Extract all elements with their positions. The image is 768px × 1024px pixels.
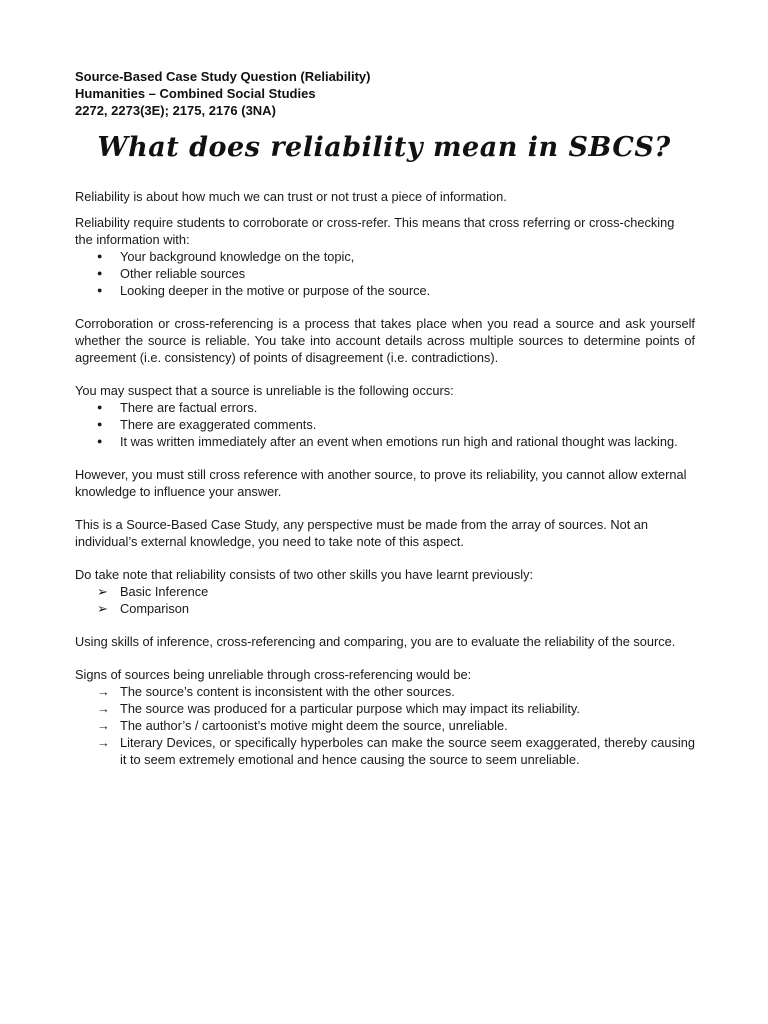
list-item: ● Looking deeper in the motive or purpose of the source. bbox=[97, 283, 431, 298]
skills-list bbox=[75, 583, 695, 617]
page-title: What does reliability mean in SBCS? bbox=[97, 132, 671, 163]
arrow-right-icon: → bbox=[97, 718, 110, 733]
list-item: ➢ Basic Inference bbox=[97, 584, 209, 599]
paragraph-signs: Signs of sources being unreliable through cross-referencing would be: bbox=[75, 667, 472, 682]
list-item: ● There are exaggerated comments. bbox=[97, 417, 317, 432]
document-header bbox=[75, 68, 370, 119]
paragraph-suspect: You may suspect that a source is unreliable is the following occurs: bbox=[75, 383, 454, 398]
paragraph-sbcs-note: This is a Source-Based Case Study, any perspective must be made from the array of sources. Not an individual’s external knowledge, you need to take note of this aspect. bbox=[75, 517, 649, 549]
bullet-icon: ● bbox=[97, 285, 103, 295]
cross-check-list bbox=[75, 248, 695, 299]
paragraph-definition: Reliability is about how much we can trust or not trust a piece of information. bbox=[75, 189, 507, 204]
list-item: ➢ Comparison bbox=[97, 601, 189, 616]
unreliable-signs-list bbox=[75, 399, 695, 450]
bullet-icon: ● bbox=[97, 436, 103, 446]
arrow-right-icon: → bbox=[97, 735, 110, 750]
bullet-icon: ● bbox=[97, 402, 103, 412]
list-item: → The source’s content is inconsistent with the other sources. bbox=[97, 684, 455, 699]
arrowhead-icon: ➢ bbox=[97, 584, 108, 599]
bullet-icon: ● bbox=[97, 268, 103, 278]
list-item: ● There are factual errors. bbox=[97, 400, 258, 415]
list-item: → The source was produced for a particular purpose which may impact its reliability. bbox=[97, 701, 580, 716]
header-course-codes: 2272, 2273(3E); 2175, 2176 (3NA) bbox=[75, 103, 276, 118]
arrow-right-icon: → bbox=[97, 701, 110, 716]
paragraph-skills: Do take note that reliability consists of two other skills you have learnt previously: bbox=[75, 567, 534, 582]
list-item: ● Other reliable sources bbox=[97, 266, 246, 281]
paragraph-evaluate: Using skills of inference, cross-referencing and comparing, you are to evaluate the reliability of the source. bbox=[75, 634, 676, 649]
header-subject: Humanities – Combined Social Studies bbox=[75, 86, 316, 101]
document-body bbox=[75, 188, 695, 768]
paragraph-corroboration-process: Corroboration or cross-referencing is a process that takes place when you read a source and ask yourself whether the source is reliable. You take into account details across multiple sources to determine points of agreement (i.e. consistency) of points of disagreement (i.e. contradictions). bbox=[75, 316, 695, 365]
list-item: → Literary Devices, or specifically hyperboles can make the source seem exaggerated, thereby causing it to seem extremely emotional and hence causing the source to seem unreliable. bbox=[97, 735, 695, 767]
paragraph-cross-reference: However, you must still cross reference with another source, to prove its reliability, you cannot allow external knowledge to influence your answer. bbox=[75, 467, 687, 499]
paragraph-corroborate: Reliability require students to corroborate or cross-refer. This means that cross referring or cross-checking the information with: bbox=[75, 215, 675, 247]
list-item: → The author’s / cartoonist’s motive might deem the source, unreliable. bbox=[97, 718, 508, 733]
cross-referencing-signs-list bbox=[75, 683, 695, 768]
arrow-right-icon: → bbox=[97, 684, 110, 699]
bullet-icon: ● bbox=[97, 419, 103, 429]
bullet-icon: ● bbox=[97, 251, 103, 261]
list-item: ● It was written immediately after an event when emotions run high and rational thought was lacking. bbox=[97, 434, 678, 449]
arrowhead-icon: ➢ bbox=[97, 601, 108, 616]
header-title: Source-Based Case Study Question (Reliability) bbox=[75, 69, 371, 84]
list-item: ● Your background knowledge on the topic, bbox=[97, 249, 355, 264]
